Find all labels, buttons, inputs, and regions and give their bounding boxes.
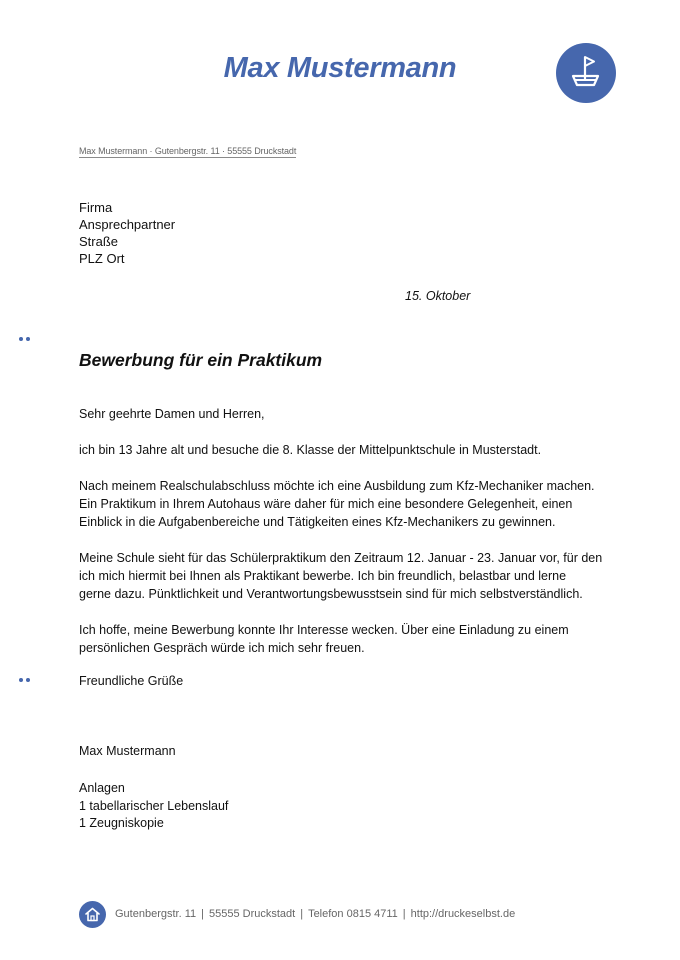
footer-phone: Telefon 0815 4711	[308, 908, 398, 920]
paragraph-line: persönlichen Gespräch würde ich mich sehr freuen.	[79, 641, 365, 655]
recipient-company: Firma	[79, 200, 113, 215]
recipient-address	[79, 199, 175, 267]
sender-address-line: Max Mustermann · Gutenbergstr. 11 · 55555 Druckstadt	[79, 146, 297, 156]
attachments-list	[79, 780, 228, 833]
paragraph-line: ich mich hiermit bei Ihnen als Praktikant bewerbe. Ich bin freundlich, belastbar und lerne	[79, 569, 567, 583]
attachments-heading: Anlagen	[79, 781, 125, 795]
paragraph-line: ich bin 13 Jahre alt und besuche die 8. Klasse der Mittelpunktschule in Musterstadt.	[79, 443, 542, 457]
paragraph-closing	[79, 621, 624, 657]
paragraph-line: Einblick in die Aufgabenbereiche und Tätigkeiten eines Kfz-Mechanikers zu gewinnen.	[79, 515, 556, 529]
recipient-contact: Ansprechpartner	[79, 217, 176, 232]
paragraph-line: gerne dazu. Pünktlichkeit und Verantwortungsbewusstsein sind für mich selbstverständlich.	[79, 587, 583, 601]
letter-body	[79, 405, 624, 675]
paragraph-line: Nach meinem Realschulabschluss möchte ich eine Ausbildung zum Kfz-Mechaniker machen.	[79, 479, 595, 493]
sailboat-icon	[556, 43, 616, 103]
footer-contact: Gutenbergstr. 11 | 55555 Druckstadt | Telefon 0815 4711 | http://druckeselbst.de	[115, 908, 516, 920]
attachment-item: 1 tabellarischer Lebenslauf	[79, 798, 229, 813]
recipient-street: Straße	[79, 234, 119, 249]
signature-name: Max Mustermann	[79, 744, 176, 758]
footer-website-link[interactable]: http://druckeselbst.de	[410, 908, 516, 920]
footer-street: Gutenbergstr. 11	[115, 908, 197, 920]
paragraph-goal	[79, 477, 624, 531]
house-icon	[79, 901, 106, 928]
letter-subject: Bewerbung für ein Praktikum	[79, 350, 323, 370]
recipient-city: PLZ Ort	[79, 251, 125, 266]
paragraph-line: Ein Praktikum in Ihrem Autohaus wäre daher für mich eine besondere Gelegenheit, einen	[79, 497, 573, 511]
header-name: Max Mustermann	[223, 52, 457, 84]
attachment-item: 1 Zeugniskopie	[79, 816, 164, 830]
fold-mark-top	[19, 337, 31, 341]
fold-mark-bottom	[19, 678, 31, 682]
paragraph-period	[79, 549, 624, 603]
paragraph-intro	[79, 441, 624, 459]
footer-city: 55555 Druckstadt	[208, 908, 296, 920]
letter-date: 15. Oktober	[405, 289, 471, 303]
salutation: Sehr geehrte Damen und Herren,	[79, 407, 265, 421]
paragraph-line: Meine Schule sieht für das Schülerpraktikum den Zeitraum 12. Januar - 23. Januar vor, für den	[79, 551, 603, 565]
closing-greeting: Freundliche Grüße	[79, 674, 184, 688]
paragraph-line: Ich hoffe, meine Bewerbung konnte Ihr Interesse wecken. Über eine Einladung zu einem	[79, 623, 569, 637]
